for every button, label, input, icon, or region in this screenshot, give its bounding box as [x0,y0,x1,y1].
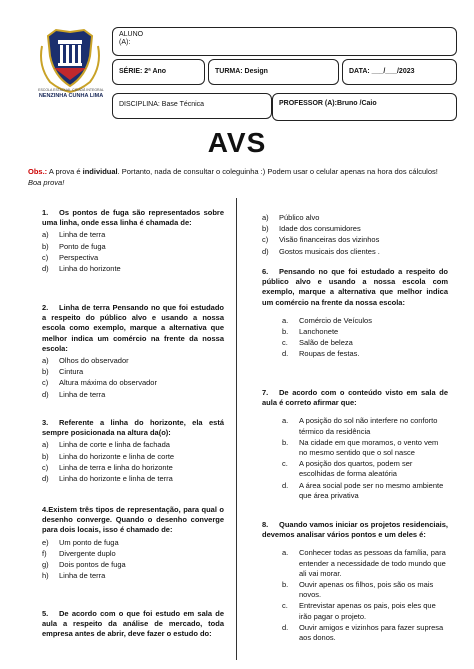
q2-options [42,356,224,400]
option-text: Dois pontos de fuga [59,560,126,570]
option-text: A posição dos quartos, podem ser escolhidas de forma aleatória [299,459,413,479]
option[interactable] [42,264,224,274]
aluno-sub-label: (A): [119,39,131,46]
option-letter: a) [42,440,49,450]
school-subtitle: ESCOLA ESTADUAL CIDADÃ INTEGRAL [38,88,104,92]
option-text: Perspectiva [59,252,99,262]
option-text: Roupas de festas. [299,349,360,359]
page-title: AVS [207,127,267,158]
option[interactable] [42,390,224,400]
option-text: Entrevistar apenas os pais, pois eles que irão pagar o projeto. [299,601,436,621]
q2-number: 2. [42,303,49,312]
option-text: Ponto de fuga [59,241,106,251]
option-letter: d. [282,480,289,490]
q1-options [42,230,224,274]
option-text: Conhecer todas as pessoas da família, para entender a necessidade de todo mundo que ali vai morar. [299,548,446,578]
option-letter: d) [42,474,49,484]
question-7 [262,388,448,502]
option[interactable] [262,247,448,257]
option[interactable] [262,224,448,234]
option-text: Na cidade em que moramos, o vento vem no mesmo sentido que o sol nasce [299,437,439,458]
q4-options [42,538,224,582]
option[interactable] [42,571,224,581]
disciplina-box: DISCIPLINA: Base Técnica [112,93,272,119]
column-divider [236,198,237,660]
option-letter: b. [282,437,289,447]
option[interactable] [282,416,448,436]
q7-text: De acordo com o conteúdo visto em sala de aula é correto afirmar que: [262,388,448,408]
q1-number: 1. [42,208,49,217]
option[interactable] [282,327,448,337]
option-letter: c) [42,462,49,472]
school-name: NENZINHA CUNHA LIMA [38,93,104,99]
option-letter: g) [42,560,49,570]
q6-number: 6. [262,267,269,276]
option-text: Linha do horizonte e linha de terra [59,474,173,484]
q4-number: 4. [42,505,49,514]
observation-text [28,166,448,188]
option-text: Linha de terra [59,389,106,399]
option-text: Lanchonete [299,327,339,337]
option-letter: c) [42,252,49,262]
q8-text: Quando vamos iniciar os projetos residenciais, devemos analisar vários pontos e um deles é: [262,520,448,540]
option-letter: b) [42,367,49,377]
option-text: Linha de corte e linha de fachada [59,440,170,450]
option-text: Linha do horizonte e linha de corte [59,451,175,461]
option[interactable] [262,235,448,245]
option-letter: a. [282,315,289,325]
option[interactable] [42,463,224,473]
option-letter: e) [42,537,49,547]
option-letter: c) [42,378,49,388]
option[interactable] [42,440,224,450]
option-text: Linha de terra [59,230,106,240]
option[interactable] [282,338,448,348]
option-text: Visão financeiras dos vizinhos [279,235,380,245]
option-letter: d. [282,622,289,632]
option-text: Cintura [59,367,84,377]
option[interactable] [262,213,448,223]
option[interactable] [42,242,224,252]
q6-text: Pensando no que foi estudado a respeito do público alvo e usando a nossa escola com exemplo, marque a alternativa que melhor indica um comércio na frente da nossa escola: [262,267,448,307]
option[interactable] [282,459,448,479]
option-text: Idade dos consumidores [279,224,361,234]
question-5-options [262,212,448,258]
option-letter: d) [42,389,49,399]
option-text: Linha do horizonte [59,264,121,274]
option[interactable] [42,560,224,570]
obs-text-1: A prova é [47,167,83,176]
option-text: Linha de terra [59,571,106,581]
option-letter: b. [282,580,289,590]
option-text: Salão de beleza [299,338,353,348]
option-text: A área social pode ser no mesmo ambiente que área privativa [299,480,444,500]
turma-box: TURMA: Design [208,59,339,85]
question-1 [42,208,224,275]
question-6 [262,267,448,361]
option-text: Olhos do observador [59,356,129,366]
option[interactable] [282,623,448,643]
q2-text: Linha de terra Pensando no que foi estudado a respeito do público alvo e usando a nossa escola como exemplo, marque a alternativa que melhor indica um comércio na frente da nossa escola: [42,303,224,353]
option[interactable] [282,601,448,621]
q6-options [262,316,448,360]
option[interactable] [282,481,448,501]
option-text: Altura máxima do observador [59,378,157,388]
obs-prefix: Obs.: [28,167,48,176]
option[interactable] [282,349,448,359]
q5-options [262,213,448,257]
option-letter: a) [262,213,269,222]
question-5 [42,609,224,640]
option-text: Público alvo [279,213,320,222]
option[interactable] [282,548,448,579]
option-letter: b) [262,224,269,234]
option[interactable] [282,580,448,600]
option[interactable] [42,538,224,548]
q5-number: 5. [42,609,49,618]
serie-box [112,59,205,85]
question-2 [42,303,224,401]
obs-text-2: . Portanto, nada de consultar o coleguinha :) Podem usar o celular apenas na hora dos cálculos! [117,167,438,176]
option[interactable] [42,549,224,559]
option[interactable] [42,356,224,366]
option[interactable] [42,474,224,484]
option[interactable] [42,367,224,377]
option-text: Ouvir apenas os filhos, pois são os mais novos. [299,580,434,600]
aluno-label: ALUNO [119,31,144,38]
option-letter: b. [282,327,289,337]
option-text: A posição do sol não interfere no conforto térmico da residência [299,416,438,436]
option-letter: c. [282,459,288,469]
option-letter: a. [282,548,289,558]
option-text: Gostos musicais dos clientes . [279,246,380,256]
question-4 [42,505,224,582]
q4-text: Existem três tipos de representação, para qual o desenho converge. Quando o desenho converge para dois locais, isso é chamado de: [42,505,224,535]
option-letter: c. [282,601,288,611]
q3-options [42,440,224,484]
option[interactable] [42,230,224,240]
option-letter: a. [282,416,289,426]
obs-individual: individual [82,167,118,176]
option-letter: a) [42,356,49,366]
option[interactable] [282,316,448,326]
option[interactable] [42,452,224,462]
option-letter: d) [42,264,49,274]
option-text: Linha de terra e linha do horizonte [59,462,173,472]
question-8 [262,520,448,644]
option-text: Comércio de Veículos [299,315,372,325]
option-letter: d) [262,246,269,256]
q5-text: De acordo com o que foi estudo em sala de aula a respeito da análise de mercado, toda empresa antes de abrir, deve fazer o estudo do: [42,609,224,639]
q8-number: 8. [262,520,269,529]
option-letter: c) [262,235,269,245]
obs-boa-prova: Boa prova! [28,178,65,187]
q7-options [262,416,448,501]
question-3 [42,418,224,485]
q3-number: 3. [42,418,49,427]
option[interactable] [42,253,224,263]
option[interactable] [42,378,224,388]
option-text: Divergente duplo [59,548,116,558]
option-letter: d. [282,349,289,359]
option-letter: b) [42,451,49,461]
option-text: Ouvir amigos e vizinhos para fazer supresa aos donos. [299,622,444,643]
q8-options [262,548,448,643]
q7-number: 7. [262,388,269,397]
option[interactable] [282,438,448,458]
student-name-field[interactable] [112,27,457,56]
option-letter: b) [42,241,49,251]
date-field[interactable]: DATA: ___/___/2023 [342,59,457,85]
professor-box [272,93,457,121]
professor-label: PROFESSOR (A):Bruno /Caio [279,100,377,107]
serie-label: SÉRIE: 2ª Ano [119,68,167,75]
option-letter: f) [42,548,47,558]
option-letter: c. [282,338,288,348]
option-letter: h) [42,571,49,581]
option-text: Um ponto de fuga [59,537,119,547]
q3-text: Referente a linha do horizonte, ela está sempre posicionada na altura da(o): [42,418,224,438]
option-letter: a) [42,230,49,240]
q1-text: Os pontos de fuga são representados sobre uma linha, onde essa linha é chamada de: [42,208,224,228]
school-logo [36,26,104,96]
